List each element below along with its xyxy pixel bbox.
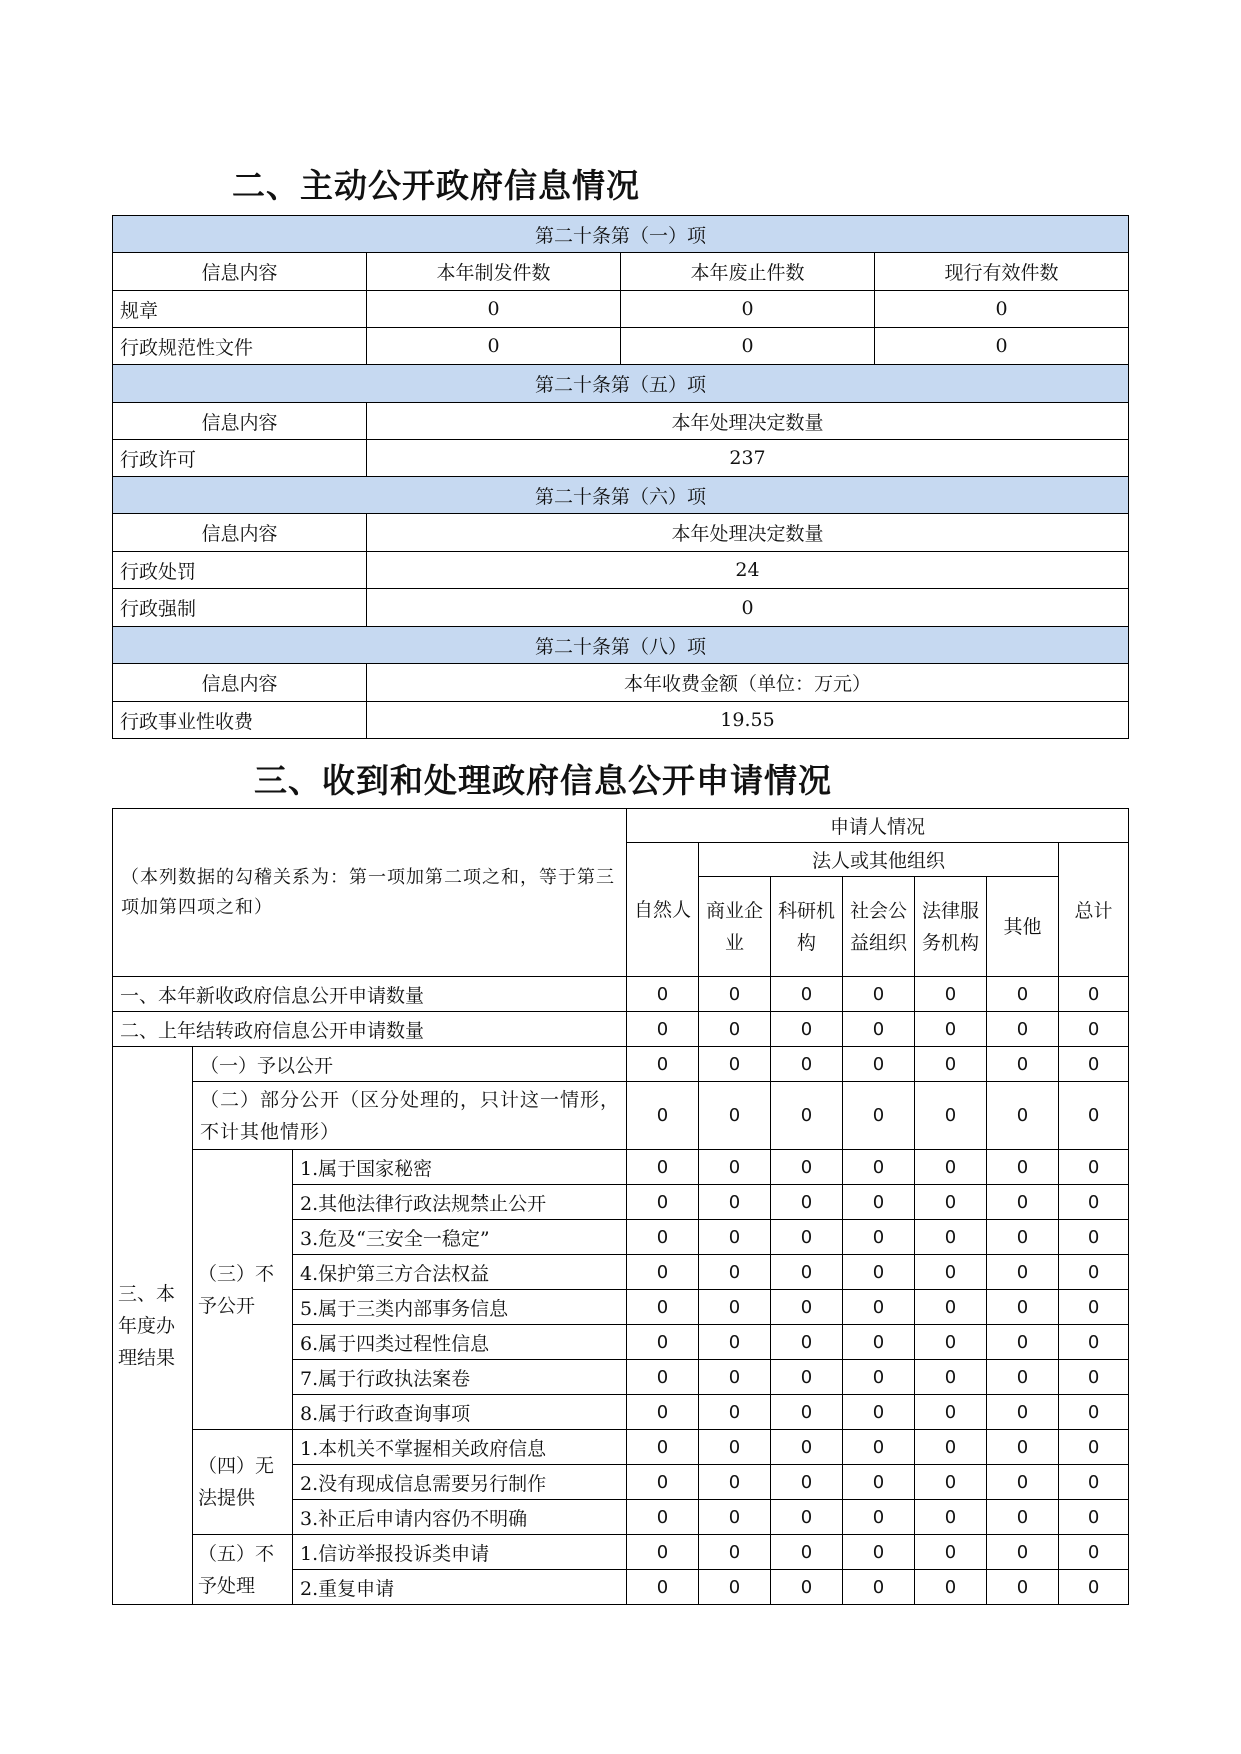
cell-value: 0 — [627, 1500, 699, 1535]
cell-value: 0 — [915, 1082, 987, 1150]
cell-value: 0 — [1059, 1325, 1129, 1360]
cell-value: 0 — [367, 328, 621, 365]
row-label: 行政强制 — [113, 589, 367, 627]
row-label: 1.信访举报投诉类申请 — [293, 1535, 627, 1570]
application-handling-table — [112, 808, 1129, 1605]
row-label: 3.补正后申请内容仍不明确 — [293, 1500, 627, 1535]
cell-value: 0 — [771, 1360, 843, 1395]
cell-value: 0 — [771, 1012, 843, 1047]
cell-value: 0 — [1059, 977, 1129, 1012]
row-label: 1.属于国家秘密 — [293, 1150, 627, 1185]
subgroup-label: （四）无法提供 — [193, 1430, 293, 1535]
cell-value: 0 — [627, 1395, 699, 1430]
cell-value: 0 — [771, 1395, 843, 1430]
cell-value: 0 — [1059, 1150, 1129, 1185]
col-header: 现行有效件数 — [875, 253, 1129, 291]
cell-value: 0 — [987, 1290, 1059, 1325]
cell-value: 0 — [699, 1535, 771, 1570]
col-total: 总计 — [1059, 843, 1129, 977]
cell-value: 0 — [621, 291, 875, 328]
cell-value: 0 — [1059, 1430, 1129, 1465]
cell-value: 0 — [875, 291, 1129, 328]
cell-value: 0 — [699, 1290, 771, 1325]
cell-value: 0 — [843, 1360, 915, 1395]
cell-value: 0 — [987, 1360, 1059, 1395]
cell-value: 19.55 — [367, 702, 1129, 739]
cell-value: 0 — [627, 1290, 699, 1325]
cell-value: 0 — [699, 1150, 771, 1185]
cell-value: 0 — [771, 1185, 843, 1220]
reconciliation-note: （本列数据的勾稽关系为：第一项加第二项之和，等于第三项加第四项之和） — [113, 809, 627, 977]
col-research: 科研机构 — [771, 877, 843, 977]
cell-value: 0 — [1059, 1465, 1129, 1500]
block-header: 第二十条第（八）项 — [113, 627, 1129, 664]
cell-value: 0 — [915, 1047, 987, 1082]
row-label: 二、上年结转政府信息公开申请数量 — [113, 1012, 627, 1047]
cell-value: 0 — [627, 1047, 699, 1082]
cell-value: 0 — [699, 1012, 771, 1047]
cell-value: 0 — [843, 1395, 915, 1430]
cell-value: 0 — [627, 1012, 699, 1047]
col-header: 本年处理决定数量 — [367, 514, 1129, 552]
cell-value: 237 — [367, 440, 1129, 477]
cell-value: 0 — [843, 1255, 915, 1290]
row-label: 2.没有现成信息需要另行制作 — [293, 1465, 627, 1500]
cell-value: 0 — [627, 1465, 699, 1500]
cell-value: 0 — [699, 1465, 771, 1500]
cell-value: 0 — [915, 1325, 987, 1360]
cell-value: 0 — [1059, 1047, 1129, 1082]
cell-value: 0 — [771, 1535, 843, 1570]
cell-value: 0 — [987, 1465, 1059, 1500]
cell-value: 0 — [699, 1255, 771, 1290]
cell-value: 0 — [843, 977, 915, 1012]
cell-value: 0 — [771, 977, 843, 1012]
cell-value: 0 — [771, 1220, 843, 1255]
cell-value: 0 — [987, 1430, 1059, 1465]
cell-value: 0 — [699, 1430, 771, 1465]
col-header: 本年废止件数 — [621, 253, 875, 291]
row-label: 一、本年新收政府信息公开申请数量 — [113, 977, 627, 1012]
cell-value: 0 — [843, 1185, 915, 1220]
cell-value: 0 — [987, 977, 1059, 1012]
cell-value: 0 — [843, 1325, 915, 1360]
cell-value: 0 — [843, 1500, 915, 1535]
cell-value: 0 — [1059, 1185, 1129, 1220]
col-header: 本年制发件数 — [367, 253, 621, 291]
cell-value: 0 — [699, 1220, 771, 1255]
cell-value: 0 — [699, 1570, 771, 1605]
cell-value: 0 — [843, 1012, 915, 1047]
applicant-header: 申请人情况 — [627, 809, 1129, 843]
cell-value: 0 — [987, 1047, 1059, 1082]
row-group-label: 三、本年度办理结果 — [113, 1047, 193, 1605]
cell-value: 0 — [367, 589, 1129, 627]
cell-value: 0 — [699, 1082, 771, 1150]
cell-value: 0 — [627, 977, 699, 1012]
cell-value: 0 — [915, 1255, 987, 1290]
col-social: 社会公益组织 — [843, 877, 915, 977]
col-header: 信息内容 — [113, 403, 367, 440]
cell-value: 24 — [367, 552, 1129, 589]
cell-value: 0 — [699, 1395, 771, 1430]
cell-value: 0 — [1059, 1360, 1129, 1395]
legal-entity-header: 法人或其他组织 — [699, 843, 1059, 877]
cell-value: 0 — [915, 1290, 987, 1325]
row-label: 行政处罚 — [113, 552, 367, 589]
block-header: 第二十条第（六）项 — [113, 477, 1129, 514]
cell-value: 0 — [771, 1570, 843, 1605]
cell-value: 0 — [987, 1535, 1059, 1570]
cell-value: 0 — [627, 1150, 699, 1185]
cell-value: 0 — [699, 1325, 771, 1360]
cell-value: 0 — [699, 977, 771, 1012]
cell-value: 0 — [1059, 1290, 1129, 1325]
cell-value: 0 — [915, 1360, 987, 1395]
cell-value: 0 — [843, 1150, 915, 1185]
row-label: 4.保护第三方合法权益 — [293, 1255, 627, 1290]
cell-value: 0 — [621, 328, 875, 365]
row-label: 1.本机关不掌握相关政府信息 — [293, 1430, 627, 1465]
row-label: （二）部分公开（区分处理的，只计这一情形，不计其他情形） — [193, 1082, 627, 1150]
cell-value: 0 — [987, 1255, 1059, 1290]
cell-value: 0 — [987, 1500, 1059, 1535]
row-label: 3.危及“三安全一稳定” — [293, 1220, 627, 1255]
col-legal-service: 法律服务机构 — [915, 877, 987, 977]
cell-value: 0 — [699, 1360, 771, 1395]
cell-value: 0 — [987, 1220, 1059, 1255]
cell-value: 0 — [627, 1325, 699, 1360]
cell-value: 0 — [771, 1047, 843, 1082]
cell-value: 0 — [771, 1430, 843, 1465]
cell-value: 0 — [771, 1255, 843, 1290]
cell-value: 0 — [367, 291, 621, 328]
cell-value: 0 — [915, 1185, 987, 1220]
col-header: 信息内容 — [113, 664, 367, 702]
row-label: 6.属于四类过程性信息 — [293, 1325, 627, 1360]
cell-value: 0 — [1059, 1570, 1129, 1605]
cell-value: 0 — [699, 1500, 771, 1535]
cell-value: 0 — [627, 1255, 699, 1290]
cell-value: 0 — [771, 1465, 843, 1500]
cell-value: 0 — [987, 1395, 1059, 1430]
cell-value: 0 — [1059, 1500, 1129, 1535]
cell-value: 0 — [771, 1325, 843, 1360]
cell-value: 0 — [915, 1220, 987, 1255]
cell-value: 0 — [843, 1465, 915, 1500]
cell-value: 0 — [771, 1500, 843, 1535]
cell-value: 0 — [699, 1185, 771, 1220]
row-label: （一）予以公开 — [193, 1047, 627, 1082]
cell-value: 0 — [915, 1465, 987, 1500]
cell-value: 0 — [843, 1430, 915, 1465]
row-label: 规章 — [113, 291, 367, 328]
cell-value: 0 — [843, 1535, 915, 1570]
cell-value: 0 — [843, 1047, 915, 1082]
cell-value: 0 — [1059, 1255, 1129, 1290]
cell-value: 0 — [771, 1150, 843, 1185]
row-label: 2.重复申请 — [293, 1570, 627, 1605]
cell-value: 0 — [915, 1500, 987, 1535]
cell-value: 0 — [987, 1012, 1059, 1047]
cell-value: 0 — [915, 1150, 987, 1185]
block-header: 第二十条第（一）项 — [113, 216, 1129, 253]
row-label: 8.属于行政查询事项 — [293, 1395, 627, 1430]
cell-value: 0 — [1059, 1012, 1129, 1047]
col-business: 商业企业 — [699, 877, 771, 977]
row-label: 2.其他法律行政法规禁止公开 — [293, 1185, 627, 1220]
cell-value: 0 — [875, 328, 1129, 365]
cell-value: 0 — [843, 1082, 915, 1150]
row-label: 行政事业性收费 — [113, 702, 367, 739]
cell-value: 0 — [915, 977, 987, 1012]
col-header: 信息内容 — [113, 253, 367, 291]
row-label: 行政规范性文件 — [113, 328, 367, 365]
cell-value: 0 — [987, 1082, 1059, 1150]
cell-value: 0 — [915, 1012, 987, 1047]
cell-value: 0 — [843, 1220, 915, 1255]
section3-title: 三、收到和处理政府信息公开申请情况 — [254, 761, 832, 800]
subgroup-label: （三）不予公开 — [193, 1150, 293, 1430]
col-header: 本年处理决定数量 — [367, 403, 1129, 440]
cell-value: 0 — [1059, 1535, 1129, 1570]
subgroup-label: （五）不予处理 — [193, 1535, 293, 1605]
cell-value: 0 — [627, 1360, 699, 1395]
cell-value: 0 — [771, 1082, 843, 1150]
cell-value: 0 — [843, 1570, 915, 1605]
cell-value: 0 — [987, 1570, 1059, 1605]
cell-value: 0 — [1059, 1220, 1129, 1255]
col-header: 本年收费金额（单位：万元） — [367, 664, 1129, 702]
cell-value: 0 — [843, 1290, 915, 1325]
cell-value: 0 — [1059, 1082, 1129, 1150]
cell-value: 0 — [915, 1570, 987, 1605]
row-label: 7.属于行政执法案卷 — [293, 1360, 627, 1395]
cell-value: 0 — [627, 1535, 699, 1570]
block-header: 第二十条第（五）项 — [113, 365, 1129, 403]
cell-value: 0 — [987, 1150, 1059, 1185]
cell-value: 0 — [627, 1185, 699, 1220]
cell-value: 0 — [915, 1395, 987, 1430]
cell-value: 0 — [987, 1325, 1059, 1360]
section2-title: 二、主动公开政府信息情况 — [232, 166, 640, 205]
col-header: 信息内容 — [113, 514, 367, 552]
col-other: 其他 — [987, 877, 1059, 977]
cell-value: 0 — [771, 1290, 843, 1325]
cell-value: 0 — [987, 1185, 1059, 1220]
proactive-disclosure-table — [112, 215, 1129, 739]
cell-value: 0 — [699, 1047, 771, 1082]
cell-value: 0 — [1059, 1395, 1129, 1430]
cell-value: 0 — [915, 1535, 987, 1570]
cell-value: 0 — [915, 1430, 987, 1465]
cell-value: 0 — [627, 1082, 699, 1150]
cell-value: 0 — [627, 1220, 699, 1255]
cell-value: 0 — [627, 1430, 699, 1465]
row-label: 5.属于三类内部事务信息 — [293, 1290, 627, 1325]
row-label: 行政许可 — [113, 440, 367, 477]
col-natural-person: 自然人 — [627, 843, 699, 977]
cell-value: 0 — [627, 1570, 699, 1605]
